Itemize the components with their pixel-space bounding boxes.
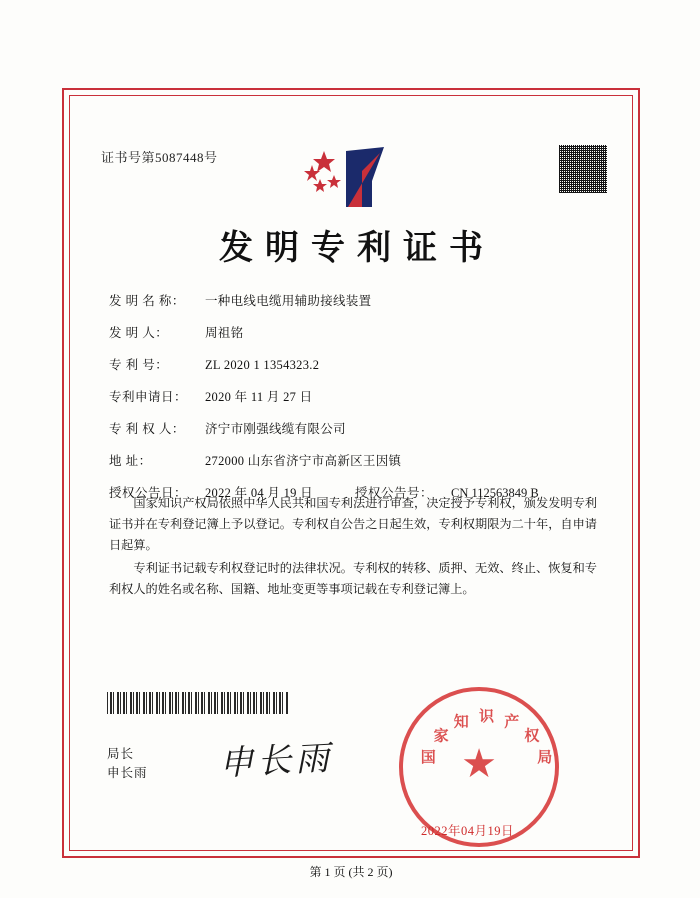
field-value: 一种电线电缆用辅助接线装置 <box>205 294 372 308</box>
field-list <box>109 291 599 515</box>
field-label-grant-number: 授权公告号： <box>355 486 434 500</box>
field-label: 专 利 号： <box>109 358 169 372</box>
field-value: 周祖铭 <box>205 326 244 340</box>
field-row-application-date <box>109 387 599 405</box>
field-label: 专利申请日： <box>109 390 188 404</box>
signature-title-line-2: 申长雨 <box>107 766 148 780</box>
patent-office-emblem-icon <box>69 141 633 217</box>
page-footer: 第 1 页 (共 2 页) <box>309 865 393 879</box>
field-row-inventor <box>109 323 599 341</box>
field-row-patent-number <box>109 355 599 373</box>
seal-ring-text: 国 家 知 识 产 权 局 <box>420 709 553 766</box>
legal-paragraph-2: 专利证书记载专利权登记时的法律状况。专利权的转移、质押、无效、终止、恢复和专利权人的姓名或名称、国籍、地址变更等事项记载在专利登记簿上。 <box>109 561 597 596</box>
certificate-content <box>69 95 633 879</box>
page-title: 发明专利证书 <box>219 228 495 268</box>
handwritten-signature: 申长雨 <box>218 738 335 784</box>
seal-date: 2022年04月19日 <box>421 824 515 838</box>
field-label: 发 明 名 称： <box>109 294 185 308</box>
field-label: 地 址： <box>109 454 152 468</box>
field-label-grant-date: 授权公告日： <box>109 486 188 500</box>
barcode-icon <box>107 692 289 714</box>
star-icon: ★ <box>461 740 497 786</box>
field-value: ZL 2020 1 1354323.2 <box>205 358 320 372</box>
legal-text <box>109 493 597 602</box>
field-value: 272000 山东省济宁市高新区王因镇 <box>205 454 402 468</box>
field-label: 发 明 人： <box>109 326 169 340</box>
field-value: 2020 年 11 月 27 日 <box>205 390 313 404</box>
field-value-grant-date: 2022 年 04 月 19 日 <box>205 486 313 500</box>
field-row-patentee <box>109 419 599 437</box>
signature-title-line-1: 局长 <box>107 747 135 761</box>
signature-title <box>107 745 148 783</box>
field-row-address <box>109 451 599 469</box>
field-value: 济宁市刚强线缆有限公司 <box>205 422 346 436</box>
field-row-invention-name <box>109 291 599 309</box>
field-value-grant-number: CN 112563849 B <box>451 486 539 500</box>
certificate-number: 证书号第5087448号 <box>101 150 218 165</box>
field-label: 专 利 权 人： <box>109 422 185 436</box>
legal-paragraph-1: 国家知识产权局依照中华人民共和国专利法进行审查，决定授予专利权，颁发发明专利证书并在专利登记簿上予以登记。专利权自公告之日起生效，专利权期限为二十年，自申请日起算。 <box>109 496 597 552</box>
